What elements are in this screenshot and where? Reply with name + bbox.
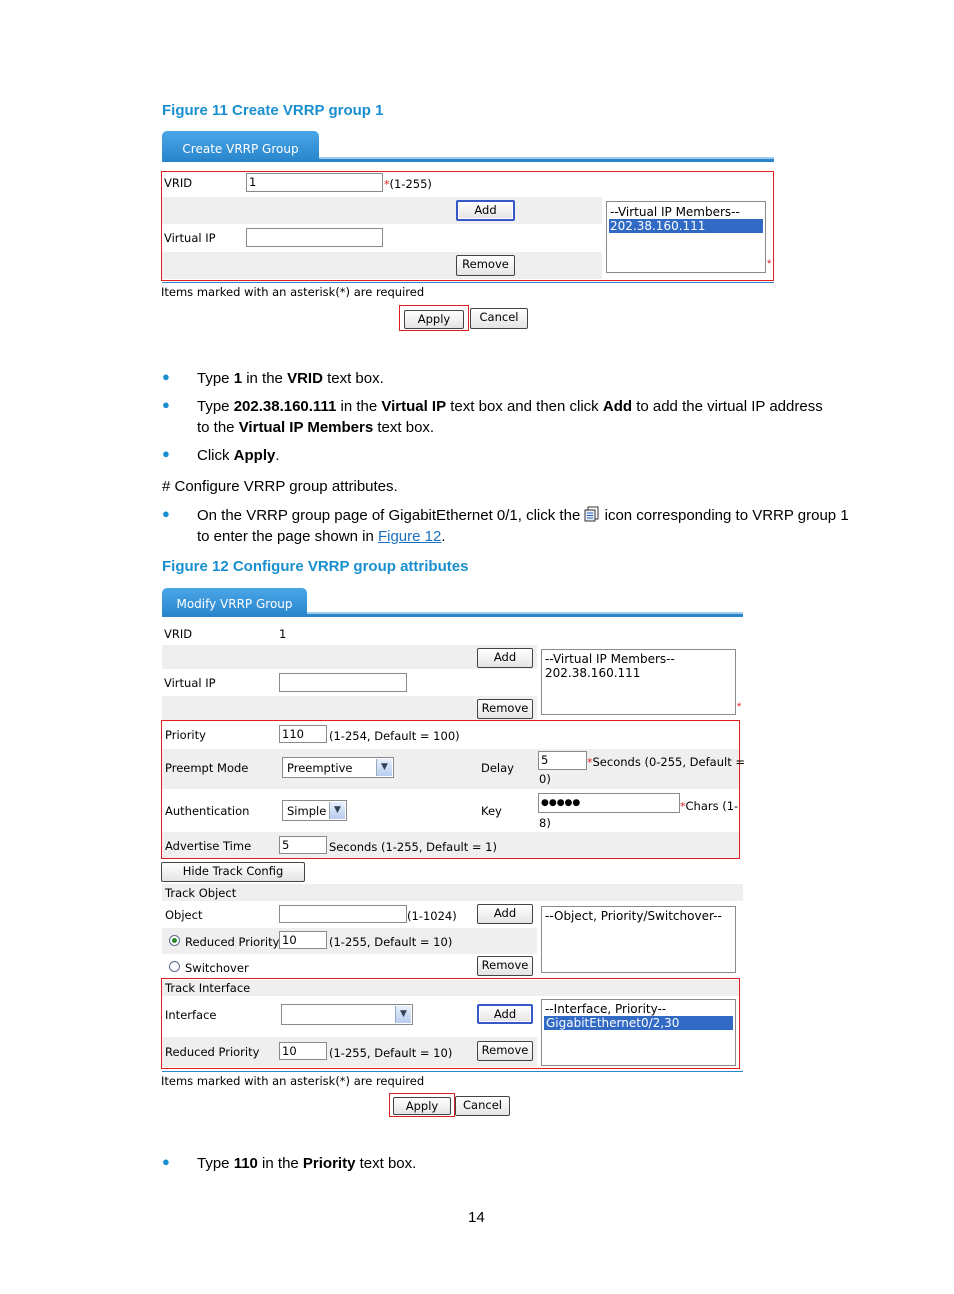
priority-label: Priority (165, 728, 206, 742)
figure-11-title: Figure 11 Create VRRP group 1 (162, 102, 384, 119)
reduced-priority-radio[interactable] (169, 935, 180, 946)
delay-input[interactable]: 5 (538, 751, 587, 770)
track-object-header: Track Object (165, 886, 237, 900)
list-item-selected[interactable]: 202.38.160.111 (609, 219, 763, 233)
vrid-label: VRID (164, 627, 193, 641)
remove-object-button[interactable]: Remove (477, 956, 533, 976)
tab-underline-light (307, 612, 743, 614)
interface-label: Interface (165, 1008, 217, 1022)
key-hint-line2: 8) (539, 816, 551, 830)
bullet-icon: ● (162, 369, 170, 384)
tab-underline-light (319, 157, 774, 159)
cancel-button[interactable]: Cancel (470, 308, 528, 329)
vrid-hint: *(1-255) (384, 177, 432, 191)
list-header: --Virtual IP Members-- (545, 652, 675, 666)
bullet-icon: ● (162, 506, 170, 521)
list-item-selected[interactable]: GigabitEthernet0/2,30 (544, 1016, 733, 1030)
virtual-ip-input[interactable] (246, 228, 383, 247)
tab-underline (162, 614, 743, 617)
virtual-ip-members-list[interactable] (606, 201, 766, 273)
ti-reduced-priority-input[interactable]: 10 (279, 1042, 327, 1060)
step-type-vrid: Type 1 in the VRID text box. (197, 370, 384, 387)
object-hint: (1-1024) (407, 909, 457, 923)
authentication-select[interactable]: Simple ▼ (282, 800, 347, 821)
authentication-label: Authentication (165, 804, 250, 818)
delay-label: Delay (481, 761, 514, 775)
switchover-radio-label: Switchover (185, 961, 249, 975)
ti-reduced-priority-label: Reduced Priority (165, 1045, 260, 1059)
vrid-value: 1 (279, 627, 287, 641)
apply-button[interactable]: Apply (393, 1097, 451, 1115)
priority-input[interactable]: 110 (279, 725, 327, 743)
delay-hint-line2: 0) (539, 772, 551, 786)
required-note: Items marked with an asterisk(*) are required (161, 1074, 425, 1088)
advertise-time-label: Advertise Time (165, 839, 252, 853)
reduced-priority-input[interactable]: 10 (279, 931, 327, 949)
key-input[interactable]: ●●●●● (538, 793, 680, 813)
vrid-label: VRID (164, 176, 193, 190)
figure-12-link[interactable]: Figure 12 (377, 528, 442, 545)
config-icon (584, 506, 600, 522)
key-label: Key (481, 804, 502, 818)
virtual-ip-label: Virtual IP (164, 231, 216, 245)
remove-interface-button[interactable]: Remove (477, 1041, 533, 1061)
add-interface-button[interactable]: Add (477, 1004, 533, 1024)
remove-button[interactable]: Remove (477, 699, 533, 719)
object-label: Object (165, 908, 203, 922)
advertise-time-input[interactable]: 5 (279, 836, 327, 854)
tab-underline (162, 159, 774, 162)
remove-button[interactable]: Remove (456, 255, 515, 276)
virtual-ip-members-list[interactable] (541, 649, 736, 715)
step-type-virtual-ip: Type 202.38.160.111 in the Virtual IP text box and then click Add to add the virtual IP address (197, 398, 823, 415)
chevron-down-icon: ▼ (376, 759, 392, 776)
step-type-priority: Type 110 in the Priority text box. (197, 1155, 417, 1172)
chevron-down-icon: ▼ (395, 1006, 411, 1023)
required-asterisk: * (737, 701, 742, 713)
interface-select[interactable] (281, 1004, 413, 1025)
tab-modify-vrrp-group[interactable]: Modify VRRP Group (162, 588, 307, 616)
list-header: --Object, Priority/Switchover-- (545, 909, 722, 923)
step-click-config-icon: On the VRRP group page of GigabitEthernet 0/1, click the icon corresponding to VRRP group 1 (197, 507, 849, 524)
chevron-down-icon: ▼ (329, 802, 345, 819)
bullet-icon: ● (162, 397, 170, 412)
page-number: 14 (468, 1209, 485, 1226)
ti-reduced-priority-hint: (1-255, Default = 10) (329, 1046, 453, 1060)
step-click-config-icon-line2: to enter the page shown in Figure 12. (197, 528, 446, 545)
add-button[interactable]: Add (477, 648, 533, 668)
step-click-apply: Click Apply. (197, 447, 280, 464)
add-button[interactable]: Add (456, 200, 515, 221)
object-list[interactable] (541, 906, 736, 973)
list-header: --Virtual IP Members-- (610, 205, 740, 219)
add-object-button[interactable]: Add (477, 904, 533, 924)
interface-list[interactable] (541, 999, 736, 1066)
apply-button[interactable]: Apply (404, 310, 464, 329)
configure-heading: # Configure VRRP group attributes. (162, 478, 398, 495)
vrid-input[interactable]: 1 (246, 173, 383, 192)
delay-hint: *Seconds (0-255, Default = (587, 755, 745, 769)
switchover-radio[interactable] (169, 961, 180, 972)
key-hint: *Chars (1- (680, 799, 739, 813)
preempt-mode-label: Preempt Mode (165, 761, 249, 775)
list-item[interactable]: 202.38.160.111 (545, 666, 641, 680)
step-type-virtual-ip-line2: to the Virtual IP Members text box. (197, 419, 435, 436)
required-asterisk: * (767, 258, 772, 270)
bullet-icon: ● (162, 446, 170, 461)
hide-track-config-button[interactable]: Hide Track Config (161, 862, 305, 882)
object-input[interactable] (279, 905, 407, 923)
preempt-mode-select[interactable]: Preemptive ▼ (282, 757, 394, 778)
table-bottom-line (162, 282, 774, 283)
cancel-button[interactable]: Cancel (455, 1096, 510, 1116)
required-note: Items marked with an asterisk(*) are required (161, 285, 425, 299)
tab-create-vrrp-group[interactable]: Create VRRP Group (162, 131, 319, 161)
row-shade (162, 884, 743, 901)
reduced-priority-radio-label: Reduced Priority (185, 935, 280, 949)
track-interface-header: Track Interface (165, 981, 251, 995)
priority-hint: (1-254, Default = 100) (329, 729, 460, 743)
figure-12-title: Figure 12 Configure VRRP group attributes (162, 558, 469, 575)
virtual-ip-label: Virtual IP (164, 676, 216, 690)
list-header: --Interface, Priority-- (545, 1002, 667, 1016)
reduced-priority-hint: (1-255, Default = 10) (329, 935, 453, 949)
virtual-ip-input[interactable] (279, 673, 407, 692)
advertise-time-hint: Seconds (1-255, Default = 1) (329, 840, 497, 854)
bullet-icon: ● (162, 1154, 170, 1169)
table-bottom-line (162, 1071, 743, 1072)
